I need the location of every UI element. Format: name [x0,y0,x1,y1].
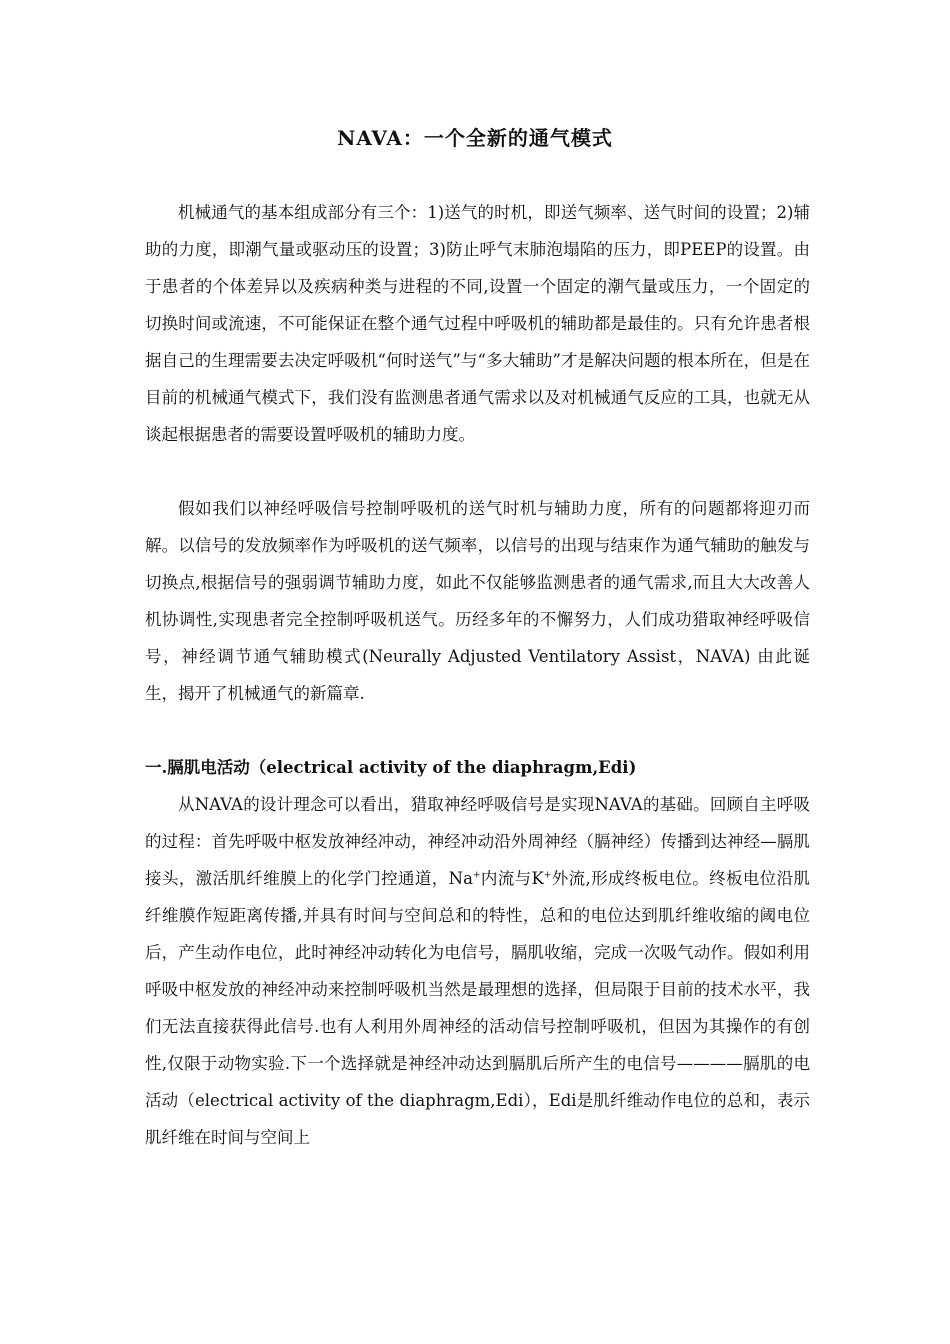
sodium-superscript: + [472,870,481,881]
paragraph-edi-part3: 外流,形成终板电位。终板电位沿肌纤维膜作短距离传播,并具有时间与空间总和的特性，总和的电位达到肌纤维收缩的阈电位后，产生动作电位，此时神经冲动转化为电信号，膈肌收缩，完成一次吸气动作。假如利用呼吸中枢发放的神经冲动来控制呼吸机当然是最理想的选择，但局限于目前的技术水平，我们无法直接获得此信号.也有人利用外周神经的活动信号控制呼吸机，但因为其操作的有创性,仅限于动物实验.下一个选择就是神经冲动达到膈肌后所产生的电信号————膈肌的电活动（electrical activity of the diaphragm,Edi），Edi是肌纤维动作电位的总和，表示肌纤维在时间与空间上 [145,869,811,1147]
paragraph-intro: 机械通气的基本组成部分有三个：1)送气的时机，即送气频率、送气时间的设置；2)辅助的力度，即潮气量或驱动压的设置；3)防止呼气末肺泡塌陷的压力，即PEEP的设置。由于患者的个体差异以及疾病种类与进程的不同,设置一个固定的潮气量或压力，一个固定的切换时间或流速，不可能保证在整个通气过程中呼吸机的辅助都是最佳的。只有允许患者根据自己的生理需要去决定呼吸机“何时送气”与“多大辅助”才是解决问题的根本所在，但是在目前的机械通气模式下，我们没有监测患者通气需求以及对机械通气反应的工具，也就无从谈起根据患者的需要设置呼吸机的辅助力度。 [145,203,810,444]
paragraph-nava-origin: 假如我们以神经呼吸信号控制呼吸机的送气时机与辅助力度，所有的问题都将迎刃而解。以信号的发放频率作为呼吸机的送气频率，以信号的出现与结束作为通气辅助的触发与切换点,根据信号的强弱调节辅助力度，如此不仅能够监测患者的通气需求,而且大大改善人机协调性,实现患者完全控制呼吸机送气。历经多年的不懈努力，人们成功猎取神经呼吸信号，神经调节通气辅助模式(Neurally Adjusted Ventilatory Assist，NAVA) 由此诞生，揭开了机械通气的新篇章. [145,499,810,703]
paragraph-edi-part2: 内流与K [480,869,544,888]
paragraph-edi [145,786,810,1156]
document-title: NAVA：一个全新的通气模式 [337,126,613,150]
section-heading-edi: 一.膈肌电活动（electrical activity of the diaphragm,Edi) [145,758,637,777]
paragraph-edi-part1: 从NAVA的设计理念可以看出，猎取神经呼吸信号是实现NAVA的基础。回顾自主呼吸的过程：首先呼吸中枢发放神经冲动，神经冲动沿外周神经（膈神经）传播到达神经—膈肌接头，激活肌纤维膜上的化学门控通道，Na [145,795,810,888]
potassium-superscript: + [543,870,552,881]
